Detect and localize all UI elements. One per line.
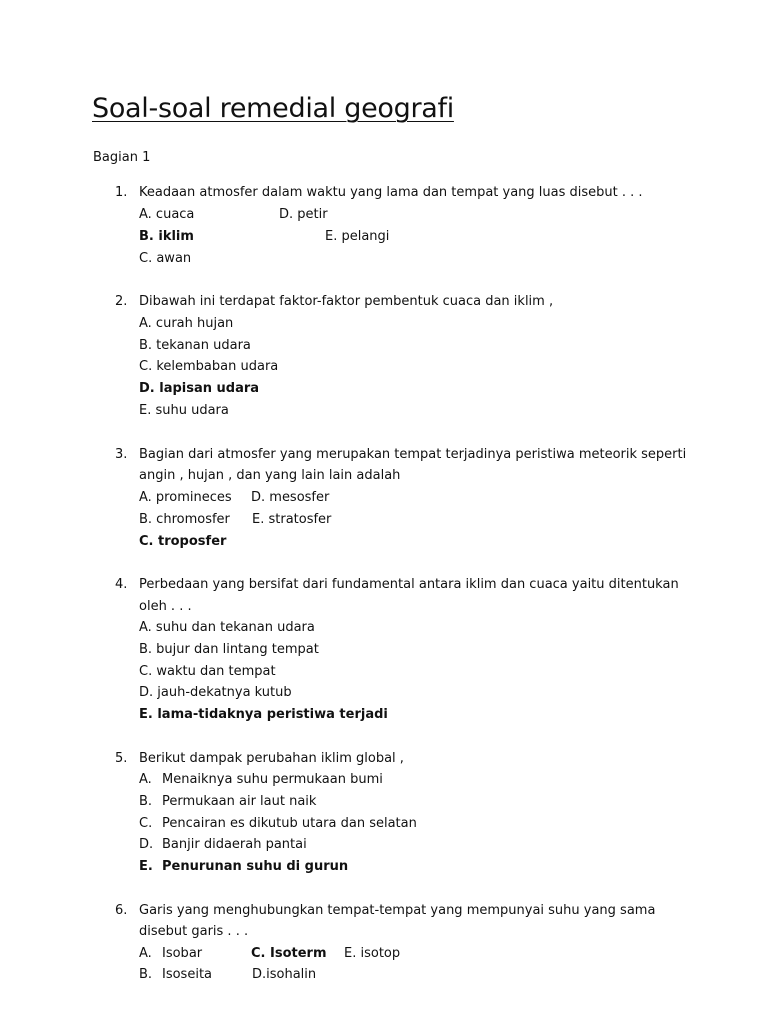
- option-letter: E.: [139, 859, 153, 874]
- option-c: C. awan: [139, 251, 192, 266]
- question-number: 4.: [115, 577, 128, 592]
- option-text: Isobar: [162, 946, 203, 961]
- option-e-answer: E. lama-tidaknya peristiwa terjadi: [139, 707, 388, 722]
- option-d: D. mesosfer: [251, 490, 330, 505]
- option-e: E. stratosfer: [252, 512, 332, 527]
- option-b: B. chromosfer: [139, 512, 230, 527]
- option-text: Pencairan es dikutub utara dan selatan: [162, 816, 417, 831]
- option-letter: D.: [139, 837, 154, 852]
- option-letter: B.: [139, 967, 153, 982]
- question-text-line-2: oleh . . .: [139, 599, 192, 614]
- option-b: [139, 794, 316, 809]
- option-e-answer: [139, 859, 348, 874]
- option-text: Isoseita: [162, 967, 213, 982]
- option-a: A. cuaca: [139, 207, 195, 222]
- question-text: Dibawah ini terdapat faktor-faktor pembentuk cuaca dan iklim ,: [139, 294, 554, 309]
- option-letter: A.: [139, 772, 152, 787]
- option-c-answer: C. Isoterm: [251, 946, 327, 961]
- question-text-line-2: disebut garis . . .: [139, 924, 249, 939]
- option-a: A. suhu dan tekanan udara: [139, 620, 315, 635]
- question-text: Keadaan atmosfer dalam waktu yang lama dan tempat yang luas disebut . . .: [139, 185, 643, 200]
- option-c: C. waktu dan tempat: [139, 664, 276, 679]
- page-title: Soal-soal remedial geografi: [92, 93, 454, 124]
- option-a: A. curah hujan: [139, 316, 234, 331]
- question-number: 1.: [115, 185, 128, 200]
- question-number: 5.: [115, 751, 128, 766]
- option-c: [139, 816, 417, 831]
- option-a: A. promineces: [139, 490, 232, 505]
- option-e: E. suhu udara: [139, 403, 229, 418]
- option-letter: C.: [139, 816, 153, 831]
- question-text-line-1: Perbedaan yang bersifat dari fundamental antara iklim dan cuaca yaitu ditentukan: [139, 577, 679, 592]
- question-number: 2.: [115, 294, 128, 309]
- option-e: E. pelangi: [325, 229, 390, 244]
- option-text: Permukaan air laut naik: [162, 794, 317, 809]
- option-a: [139, 772, 383, 787]
- option-letter: B.: [139, 794, 153, 809]
- option-text: Menaiknya suhu permukaan bumi: [162, 772, 383, 787]
- option-d: D. petir: [279, 207, 328, 222]
- question-number: 6.: [115, 903, 128, 918]
- option-b-answer: B. iklim: [139, 229, 194, 244]
- question-text-line-1: Garis yang menghubungkan tempat-tempat yang mempunyai suhu yang sama: [139, 903, 656, 918]
- option-e: E. isotop: [344, 946, 401, 961]
- question-text: Berikut dampak perubahan iklim global ,: [139, 751, 404, 766]
- question-number: 3.: [115, 447, 128, 462]
- option-d-answer: D. lapisan udara: [139, 381, 260, 396]
- question-text-line-1: Bagian dari atmosfer yang merupakan tempat terjadinya peristiwa meteorik seperti: [139, 447, 687, 462]
- option-d: D. jauh-dekatnya kutub: [139, 685, 292, 700]
- section-heading: Bagian 1: [93, 150, 151, 165]
- option-d: D.isohalin: [252, 967, 317, 982]
- option-b: [139, 967, 212, 982]
- option-c-answer: C. troposfer: [139, 534, 227, 549]
- option-d: [139, 837, 307, 852]
- option-text: Banjir didaerah pantai: [162, 837, 307, 852]
- option-a: [139, 946, 202, 961]
- option-letter: A.: [139, 946, 152, 961]
- question-text-line-2: angin , hujan , dan yang lain lain adalah: [139, 468, 401, 483]
- option-b: B. bujur dan lintang tempat: [139, 642, 319, 657]
- option-c: C. kelembaban udara: [139, 359, 279, 374]
- option-b: B. tekanan udara: [139, 338, 251, 353]
- option-text: Penurunan suhu di gurun: [162, 859, 349, 874]
